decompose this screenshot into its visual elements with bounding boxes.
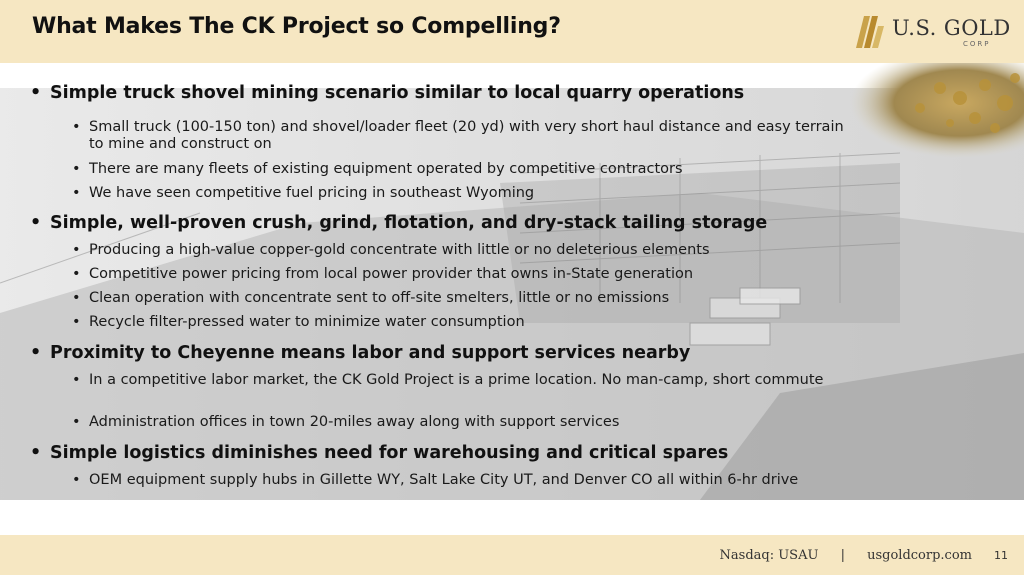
footer-bar	[0, 535, 1024, 575]
bullet-text: Simple, well-proven crush, grind, flotation, and dry-stack tailing storage	[50, 213, 768, 233]
bullet-dot: •	[30, 83, 42, 103]
sub-bullet-dot: •	[72, 414, 81, 430]
sub-bullet-text: OEM equipment supply hubs in Gillette WY, Salt Lake City UT, and Denver CO all within 6-hr drive	[89, 472, 799, 488]
bullet-dot: •	[30, 443, 42, 463]
slide-body	[0, 63, 1024, 500]
sub-bullet-text: Competitive power pricing from local power provider that owns in-State generation	[89, 266, 694, 282]
sub-bullet-text: Small truck (100-150 ton) and shovel/loader fleet (20 yd) with very short haul distance and easy terrain to mine and construct on	[89, 119, 844, 152]
bullet-dot: •	[30, 343, 42, 363]
sub-bullet-text: Administration offices in town 20-miles away along with support services	[89, 414, 620, 430]
sub-bullet-dot: •	[72, 290, 81, 306]
sub-bullet-text: Recycle filter-pressed water to minimize water consumption	[89, 314, 525, 330]
sub-bullet-dot: •	[72, 161, 81, 177]
sub-bullet-text: In a competitive labor market, the CK Gold Project is a prime location. No man-camp, short commute	[89, 372, 824, 388]
bullet-text: Simple truck shovel mining scenario similar to local quarry operations	[50, 83, 745, 103]
gold-bars-icon	[850, 12, 890, 52]
bullet-dot: •	[30, 213, 42, 233]
bullet-text: Simple logistics diminishes need for warehousing and critical spares	[50, 443, 729, 463]
sub-bullet-dot: •	[72, 119, 81, 135]
sub-bullet-dot: •	[72, 266, 81, 282]
us-gold-logo	[850, 10, 1010, 56]
ticker-symbol: Nasdaq: USAU	[719, 548, 819, 563]
page-number: 11	[994, 549, 1008, 562]
sub-bullet-dot: •	[72, 185, 81, 201]
website-link[interactable]: usgoldcorp.com	[867, 548, 972, 563]
sub-bullet-text: We have seen competitive fuel pricing in southeast Wyoming	[89, 185, 535, 201]
sub-bullet-dot: •	[72, 242, 81, 258]
footer-info	[720, 548, 972, 563]
sub-bullet-text: Clean operation with concentrate sent to off-site smelters, little or no emissions	[89, 290, 670, 306]
footer-separator: |	[840, 548, 845, 563]
sub-bullet-dot: •	[72, 472, 81, 488]
bullet-text: Proximity to Cheyenne means labor and support services nearby	[50, 343, 691, 363]
sub-bullet-dot: •	[72, 372, 81, 388]
sub-bullet-text: There are many fleets of existing equipment operated by competitive contractors	[89, 161, 683, 177]
logo-wordmark: U.S. GOLD	[892, 16, 1011, 40]
logo-subtext: CORP	[963, 40, 991, 48]
header-bar	[0, 0, 1024, 63]
slide-title: What Makes The CK Project so Compelling?	[32, 14, 561, 39]
sub-bullet-dot: •	[72, 314, 81, 330]
sub-bullet-text: Producing a high-value copper-gold concentrate with little or no deleterious elements	[89, 242, 710, 258]
